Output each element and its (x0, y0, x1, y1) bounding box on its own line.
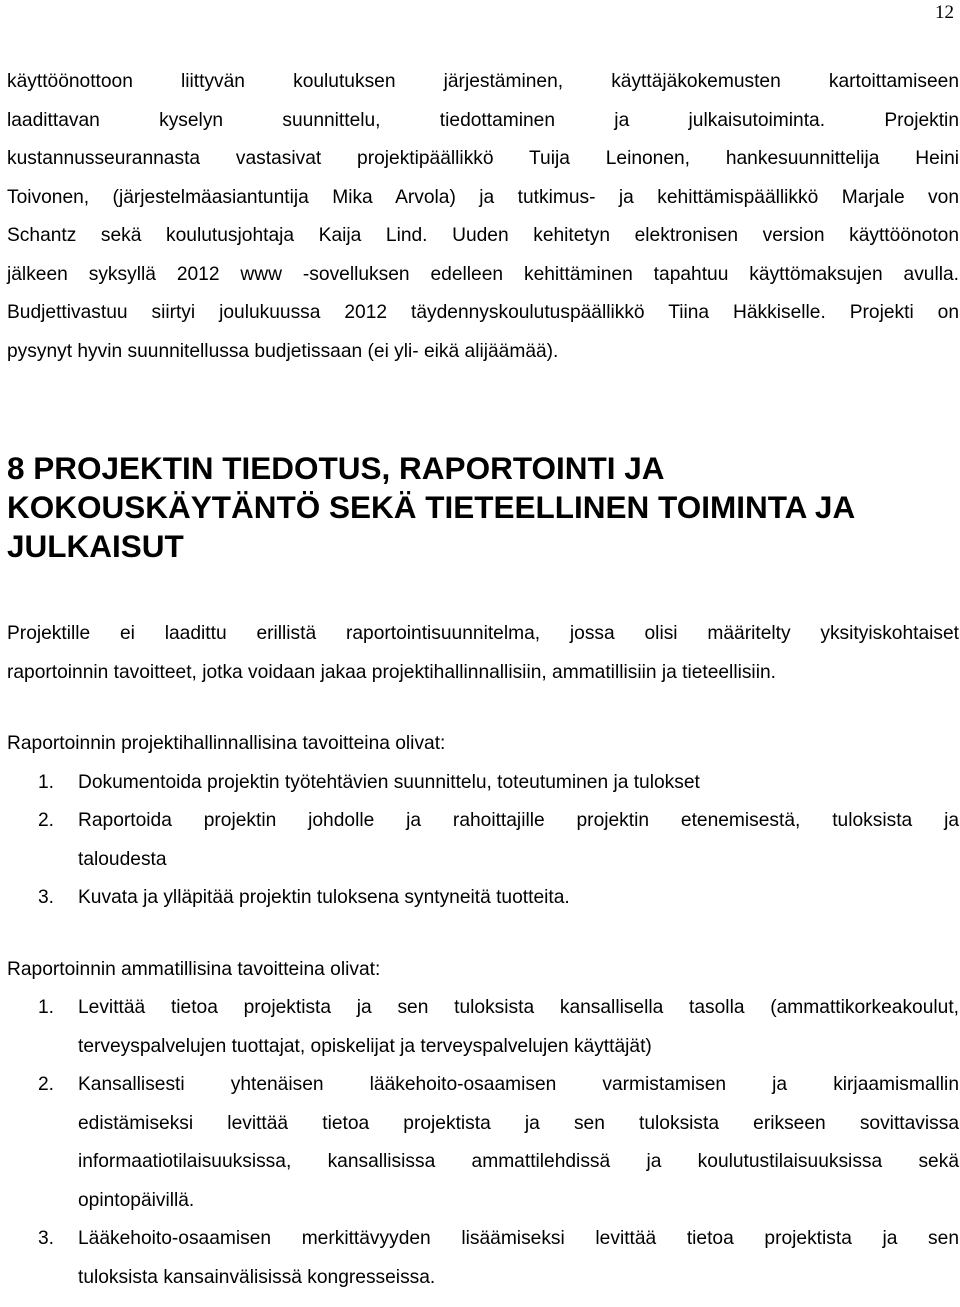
list-number: 3. (38, 1228, 55, 1249)
list-item-text: Kansallisesti yhtenäisen lääkehoito-osaamisen varmistamisen ja kirjaamismallin (78, 1074, 959, 1095)
text-line: Budjettivastuu siirtyi joulukuussa 2012 täydennyskoulutuspäällikkö Tiina Häkkiselle. Projekti on (7, 302, 959, 323)
list-item (7, 879, 959, 918)
list-item-text: Lääkehoito-osaamisen merkittävyyden lisäämiseksi levittää tietoa projektista ja sen (78, 1228, 959, 1249)
professional-goals-title: Raportoinnin ammatillisina tavoitteina olivat: (7, 958, 381, 980)
list-item-text: opintopäivillä. (78, 1189, 195, 1211)
text-line: käyttöönottoon liittyvän koulutuksen järjestäminen, käyttäjäkokemusten kartoittamiseen (7, 71, 959, 92)
list-item (7, 802, 959, 879)
list-number: 2. (38, 1074, 55, 1095)
page-number: 12 (935, 2, 954, 23)
heading-line: KOKOUSKÄYTÄNTÖ SEKÄ TIETEELLINEN TOIMINTA JA (7, 489, 856, 525)
text-line: pysynyt hyvin suunnitellussa budjetissaan (ei yli- eikä alijäämää). (7, 340, 559, 362)
list-item-text: Raportoida projektin johdolle ja rahoittajille projektin etenemisestä, tuloksista ja (78, 810, 959, 831)
list-number: 2. (38, 810, 55, 831)
list-item-text: Dokumentoida projektin työtehtävien suunnittelu, toteutuminen ja tulokset (78, 771, 700, 793)
text-line: jälkeen syksyllä 2012 www -sovelluksen edelleen kehittäminen tapahtuu käyttömaksujen avulla. (7, 263, 959, 285)
text-line: raportoinnin tavoitteet, jotka voidaan jakaa projektihallinnallisiin, ammatillisiin ja tieteellisiin. (7, 661, 776, 683)
list-number: 3. (38, 887, 55, 908)
list-item-text: Levittää tietoa projektista ja sen tuloksista kansallisella tasolla (ammattikorkeakoulut, (78, 997, 959, 1018)
document-body (7, 63, 959, 1297)
text-line: Schantz sekä koulutusjohtaja Kaija Lind. Uuden kehitetyn elektronisen version käyttöönoton (7, 225, 959, 246)
list-item (7, 989, 959, 1066)
text-line: Toivonen, (järjestelmäasiantuntija Mika Arvola) ja tutkimus- ja kehittämispäällikkö Marjale von (7, 186, 959, 208)
list-item (7, 1066, 959, 1220)
list-item-text: informaatiotilaisuuksissa, kansallisissa ammattilehdissä ja koulutustilaisuuksissa sekä (78, 1151, 959, 1172)
list-item (7, 764, 959, 803)
list-item-text: edistämiseksi levittää tietoa projektista ja sen tuloksista erikseen sovittavissa (78, 1112, 959, 1134)
text-line: kustannusseurannasta vastasivat projektipäällikkö Tuija Leinonen, hankesuunnittelija Heini (7, 148, 959, 169)
list-item (7, 1220, 959, 1297)
section-paragraph (7, 615, 959, 692)
text-line: Projektille ei laadittu erillistä raportointisuunnitelma, jossa olisi määritelty yksityiskohtaiset (7, 623, 959, 644)
text-line: laadittavan kyselyn suunnittelu, tiedottaminen ja julkaisutoiminta. Projektin (7, 109, 959, 131)
intro-paragraph (7, 63, 959, 371)
list-number: 1. (38, 997, 55, 1018)
list-item-text: terveyspalvelujen tuottajat, opiskelijat ja terveyspalvelujen käyttäjät) (78, 1035, 652, 1057)
heading-line: JULKAISUT (7, 528, 184, 564)
project-goals-list (7, 764, 959, 918)
section-heading (7, 449, 959, 566)
heading-line: 8 PROJEKTIN TIEDOTUS, RAPORTOINTI JA (7, 450, 665, 486)
list-item-text: tuloksista kansainvälisissä kongresseissa. (78, 1266, 436, 1288)
project-goals-title: Raportoinnin projektihallinnallisina tavoitteina olivat: (7, 733, 446, 754)
list-number: 1. (38, 771, 55, 793)
list-item-text: Kuvata ja ylläpitää projektin tuloksena syntyneitä tuotteita. (78, 887, 570, 908)
professional-goals-list (7, 989, 959, 1297)
list-item-text: taloudesta (78, 848, 167, 870)
